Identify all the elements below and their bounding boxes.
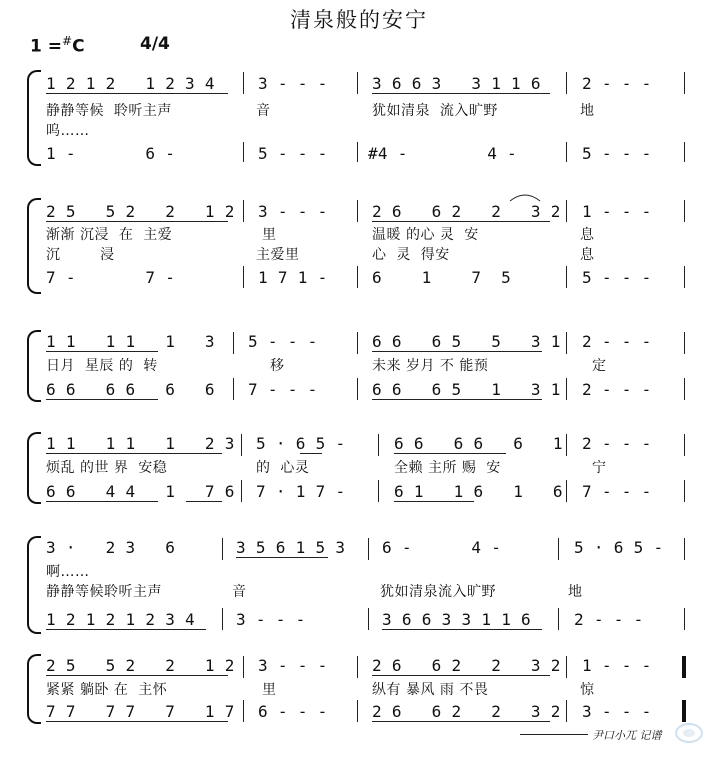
barline: [378, 480, 379, 502]
harmony-measure: 2 - - -: [582, 380, 652, 399]
lyric-line: 渐渐 沉浸 在 主爱: [46, 227, 173, 243]
barline: [243, 72, 244, 94]
harmony-measure: 7 - - -: [582, 482, 652, 501]
system-brace: [27, 432, 41, 504]
lyric-line: 里: [262, 682, 277, 698]
beam-line: [382, 629, 542, 630]
harmony-measure: 7 - 7 -: [46, 268, 176, 287]
harmony-measure: 2 - - -: [574, 610, 644, 629]
barline: [357, 142, 358, 162]
melody-measure: 5 · 6 5 -: [574, 538, 664, 557]
lyric-line: 地: [580, 103, 595, 119]
barline: [566, 480, 567, 502]
key-prefix: 1 =: [30, 36, 62, 57]
barline: [684, 434, 685, 456]
lyric-line: 主爱里: [256, 247, 300, 263]
lyric-line: 未来 岁月 不 能预: [372, 358, 489, 374]
beam-line: [372, 675, 550, 676]
lyric-line: 紧紧 躺卧 在 主怀: [46, 682, 168, 698]
tie-mark: [508, 192, 542, 202]
barline: [243, 142, 244, 162]
melody-measure: 3 · 2 3 6: [46, 538, 176, 557]
barline: [566, 200, 567, 222]
harmony-measure: 5 - - -: [582, 268, 652, 287]
melody-measure: 3 - - -: [258, 656, 328, 675]
barline: [684, 142, 685, 162]
barline: [222, 608, 223, 630]
barline: [684, 480, 685, 502]
score-system-1: [0, 62, 718, 172]
beam-line: [46, 675, 228, 676]
melody-measure: 2 - - -: [582, 332, 652, 351]
beam-line: [46, 399, 158, 400]
barline: [566, 378, 567, 400]
barline: [357, 72, 358, 94]
barline: [222, 538, 223, 560]
melody-measure: 3 - - -: [258, 74, 328, 93]
harmony-measure: 6 6 4 4 1 7 6: [46, 482, 235, 501]
barline: [566, 656, 567, 678]
lyric-line: 心 灵 得安: [372, 247, 450, 263]
barline: [241, 480, 242, 502]
melody-measure: 1 2 1 2 1 2 3 4: [46, 74, 215, 93]
beam-line: [372, 93, 550, 94]
lyric-line: 犹如清泉流入旷野: [380, 584, 496, 600]
harmony-measure: #4 - 4 -: [368, 144, 517, 163]
melody-measure: 3 6 6 3 3 1 1 6: [372, 74, 541, 93]
harmony-measure: 6 - - -: [258, 702, 328, 721]
barline: [368, 538, 369, 560]
time-signature: 4/4: [140, 34, 170, 54]
final-barline: [682, 700, 686, 722]
barline: [368, 608, 369, 630]
barline: [684, 378, 685, 400]
melody-measure: 2 6 6 2 2 3 2: [372, 202, 561, 221]
lyric-line: 呜……: [46, 123, 90, 139]
barline: [357, 656, 358, 678]
beam-line: [236, 557, 328, 558]
barline: [566, 142, 567, 162]
harmony-measure: 1 2 1 2 1 2 3 4: [46, 610, 195, 629]
harmony-measure: 6 1 1 6 1 6: [394, 482, 563, 501]
barline: [684, 538, 685, 560]
melody-measure: 1 1 1 1 1 3: [46, 332, 215, 351]
system-brace: [27, 198, 41, 294]
harmony-measure: 3 - - -: [236, 610, 306, 629]
lyric-line: 地: [568, 584, 583, 600]
barline: [243, 656, 244, 678]
barline: [243, 200, 244, 222]
barline: [357, 700, 358, 722]
system-brace: [27, 536, 41, 634]
barline: [684, 332, 685, 354]
harmony-measure: 5 - - -: [582, 144, 652, 163]
beam-line: [186, 501, 222, 502]
melody-measure: 3 5 6 1 5 3: [236, 538, 346, 557]
lyric-line: 犹如清泉 流入旷野: [372, 103, 498, 119]
lyric-line: 沉 浸: [46, 247, 115, 263]
lyric-line: 静静等候聆听主声: [46, 584, 162, 600]
barline: [558, 608, 559, 630]
barline: [684, 608, 685, 630]
barline: [566, 434, 567, 456]
melody-measure: 1 - - -: [582, 656, 652, 675]
score-system-3: [0, 322, 718, 404]
barline: [684, 200, 685, 222]
lyric-line: 音: [232, 584, 247, 600]
barline: [357, 378, 358, 400]
song-title: 清泉般的安宁: [290, 8, 428, 32]
lyric-line: 静静等候 聆听主声: [46, 103, 172, 119]
barline: [566, 72, 567, 94]
barline: [241, 434, 242, 456]
harmony-measure: 6 6 6 5 1 3 1: [372, 380, 561, 399]
watermark-logo: [674, 721, 704, 745]
barline: [233, 378, 234, 400]
lyric-line: 息: [580, 227, 595, 243]
melody-measure: 5 · 6 5 -: [256, 434, 346, 453]
barline: [243, 266, 244, 288]
harmony-measure: 6 1 7 5: [372, 268, 512, 287]
melody-measure: 6 6 6 5 5 3 1: [372, 332, 561, 351]
lyric-line: 纵有 暴风 雨 不畏: [372, 682, 489, 698]
melody-measure: 6 6 6 6 6 1: [394, 434, 563, 453]
barline: [566, 700, 567, 722]
melody-measure: 6 - 4 -: [382, 538, 502, 557]
barline: [566, 332, 567, 354]
beam-line: [46, 93, 228, 94]
score-system-6: [0, 648, 718, 724]
harmony-measure: 7 7 7 7 7 1 7: [46, 702, 235, 721]
lyric-line: 全赖 主所 赐 安: [394, 460, 501, 476]
harmony-measure: 2 6 6 2 2 3 2: [372, 702, 561, 721]
harmony-measure: 3 - - -: [582, 702, 652, 721]
beam-line: [394, 453, 506, 454]
barline: [243, 700, 244, 722]
barline: [684, 266, 685, 288]
melody-measure: 1 - - -: [582, 202, 652, 221]
melody-measure: 2 5 5 2 2 1 2: [46, 202, 235, 221]
melody-measure: 5 - - -: [248, 332, 318, 351]
lyric-line: 里: [262, 227, 277, 243]
harmony-measure: 1 7 1 -: [258, 268, 328, 287]
beam-line: [300, 453, 322, 454]
beam-line: [46, 721, 228, 722]
harmony-measure: 5 - - -: [258, 144, 328, 163]
system-brace: [27, 70, 41, 166]
harmony-measure: 1 - 6 -: [46, 144, 176, 163]
beam-line: [372, 721, 550, 722]
lyric-line: 日月 星辰 的 转: [46, 358, 158, 374]
beam-line: [46, 501, 158, 502]
beam-line: [372, 351, 542, 352]
beam-line: [46, 453, 222, 454]
harmony-measure: 6 6 6 6 6 6: [46, 380, 215, 399]
lyric-line: 的 心灵: [256, 460, 310, 476]
key-name: C: [72, 36, 85, 57]
beam-line: [372, 399, 542, 400]
barline: [558, 538, 559, 560]
lyric-line: 惊: [580, 682, 595, 698]
score-system-5: [0, 528, 718, 636]
harmony-measure: 7 · 1 7 -: [256, 482, 346, 501]
barline: [357, 332, 358, 354]
lyric-line: 息: [580, 247, 595, 263]
lyric-line: 温暖 的心 灵 安: [372, 227, 479, 243]
barline: [378, 434, 379, 456]
credit-rule: [520, 734, 588, 735]
lyric-line: 宁: [592, 460, 607, 476]
barline: [684, 72, 685, 94]
lyric-line: 音: [256, 103, 271, 119]
barline: [233, 332, 234, 354]
system-brace: [27, 654, 41, 724]
melody-measure: 2 5 5 2 2 1 2: [46, 656, 235, 675]
system-brace: [27, 330, 41, 402]
lyric-line: 烦乱 的世 界 安稳: [46, 460, 168, 476]
beam-line: [46, 351, 158, 352]
melody-measure: 1 1 1 1 1 2 3: [46, 434, 235, 453]
sharp-sign: #: [62, 34, 73, 48]
beam-line: [46, 629, 206, 630]
lyric-line: 移: [270, 358, 285, 374]
melody-measure: 2 6 6 2 2 3 2: [372, 656, 561, 675]
melody-measure: 3 - - -: [258, 202, 328, 221]
transcriber-credit: 尹口小兀 记谱: [592, 729, 662, 742]
score-system-2: [0, 190, 718, 300]
beam-line: [394, 501, 474, 502]
melody-measure: 2 - - -: [582, 434, 652, 453]
melody-measure: 2 - - -: [582, 74, 652, 93]
lyric-line: 啊……: [46, 564, 90, 580]
beam-line: [46, 221, 228, 222]
beam-line: [372, 221, 550, 222]
barline: [566, 266, 567, 288]
barline: [357, 266, 358, 288]
harmony-measure: 7 - - -: [248, 380, 318, 399]
barline: [357, 200, 358, 222]
harmony-measure: 3 6 6 3 3 1 1 6: [382, 610, 531, 629]
score-system-4: [0, 424, 718, 506]
final-barline: [682, 656, 686, 678]
key-signature: [30, 34, 85, 57]
lyric-line: 定: [592, 358, 607, 374]
